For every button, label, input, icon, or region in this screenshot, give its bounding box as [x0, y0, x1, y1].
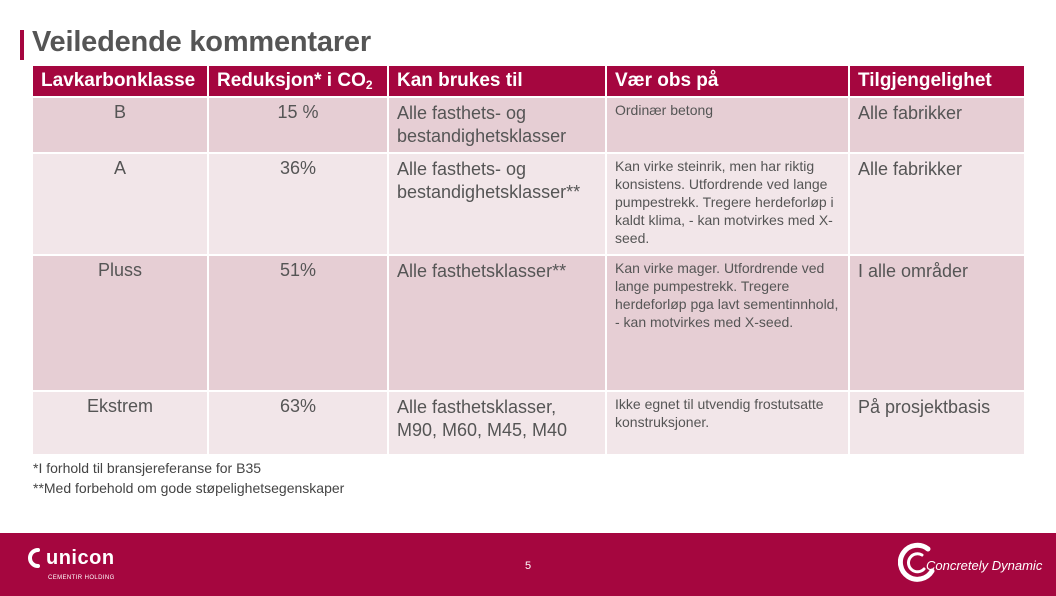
- cell-availability: Alle fabrikker: [849, 153, 1024, 255]
- cell-reduction: 51%: [208, 255, 388, 391]
- cell-reduction: 15 %: [208, 97, 388, 153]
- unicon-logo: [24, 545, 144, 587]
- table-header-row: [33, 66, 1024, 97]
- cell-usage: Alle fasthetsklasser, M90, M60, M45, M40: [388, 391, 606, 454]
- footnote-reference: *I forhold til bransjereferanse for B35: [33, 460, 262, 476]
- cell-reduction: 36%: [208, 153, 388, 255]
- table-row: [33, 255, 1024, 391]
- cell-reduction: 63%: [208, 391, 388, 454]
- page-title: Veiledende kommentarer: [32, 26, 371, 58]
- unicon-logo-text: unicon: [46, 547, 115, 569]
- table-row: [33, 97, 1024, 153]
- table-row: [33, 391, 1024, 454]
- unicon-mark-icon: [24, 545, 46, 571]
- comments-table: [33, 66, 1024, 454]
- cell-notes: Ikke egnet til utvendig frostutsatte konstruksjoner.: [606, 391, 849, 454]
- header-class: Lavkarbonklasse: [33, 66, 208, 97]
- cell-notes: Kan virke mager. Utfordrende ved lange pumpestrekk. Tregere herdeforløp pga lavt sementinnhold, - kan motvirkes med X-seed.: [606, 255, 849, 391]
- unicon-logo-subtitle: CEMENTIR HOLDING: [48, 575, 115, 581]
- header-availability: Tilgjengelighet: [849, 66, 1024, 97]
- concretely-dynamic-text: Concretely Dynamic: [926, 558, 1043, 573]
- page-number: 5: [524, 560, 532, 572]
- cell-usage: Alle fasthets- og bestandighetsklasser**: [388, 153, 606, 255]
- header-reduction: Reduksjon* i $CO_2$: [208, 66, 388, 97]
- cell-notes: Ordinær betong: [606, 97, 849, 153]
- header-usage: Kan brukes til: [388, 66, 606, 97]
- cell-availability: I alle områder: [849, 255, 1024, 391]
- cell-notes: Kan virke steinrik, men har riktig konsistens. Utfordrende ved lange pumpestrekk. Tregere herdeforløp i kaldt klima, - kan motvirkes med X-seed.: [606, 153, 849, 255]
- cell-class: B: [33, 97, 208, 153]
- cell-availability: På prosjektbasis: [849, 391, 1024, 454]
- footer-bar: [0, 533, 1056, 596]
- footnote-condition: **Med forbehold om gode støpelighetsegenskaper: [33, 480, 345, 496]
- table-row: [33, 153, 1024, 255]
- concretely-dynamic-logo: [898, 541, 1043, 589]
- cell-class: A: [33, 153, 208, 255]
- cell-availability: Alle fabrikker: [849, 97, 1024, 153]
- cell-class: Ekstrem: [33, 391, 208, 454]
- cell-class: Pluss: [33, 255, 208, 391]
- cell-usage: Alle fasthetsklasser**: [388, 255, 606, 391]
- cell-usage: Alle fasthets- og bestandighetsklasser: [388, 97, 606, 153]
- header-notes: Vær obs på: [606, 66, 849, 97]
- title-accent-bar: [20, 30, 24, 60]
